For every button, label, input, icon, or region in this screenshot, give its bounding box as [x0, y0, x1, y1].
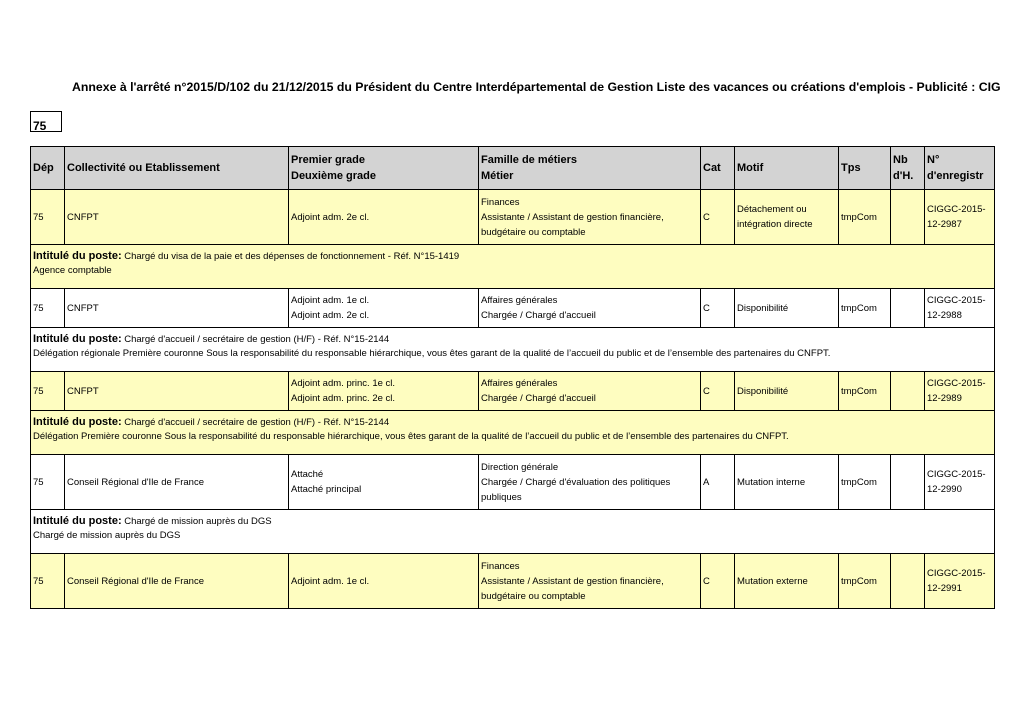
cell-tps: tmpCom	[839, 190, 891, 245]
header-num-line2: d'enregistr	[927, 170, 984, 182]
intitule-label: Intitulé du poste:	[33, 515, 122, 527]
intitule-text: Chargé d'accueil / secrétaire de gestion (H/F) - Réf. N°15-2144	[124, 334, 390, 345]
cell-nb	[891, 372, 925, 411]
cell-metier: Chargée / Chargé d'évaluation des politiques publiques	[481, 476, 671, 503]
cell-famille-metier	[479, 289, 701, 328]
header-motif: Motif	[735, 147, 839, 190]
cell-metier: Assistante / Assistant de gestion financière, budgétaire ou comptable	[481, 575, 664, 602]
cell-nb	[891, 190, 925, 245]
cell-grade1: Adjoint adm. 2e cl.	[291, 211, 370, 223]
cell-famille: Affaires générales	[481, 295, 558, 306]
detail-cell	[31, 411, 995, 455]
detail-cell	[31, 328, 995, 372]
cell-famille: Finances	[481, 560, 520, 572]
intitule-description: Agence comptable	[33, 265, 112, 276]
intitule-text: Chargé du visa de la paie et des dépenses de fonctionnement - Réf. N°15-1419	[124, 251, 460, 262]
intitule-label: Intitulé du poste:	[33, 250, 122, 262]
cell-metier: Assistante / Assistant de gestion financière, budgétaire ou comptable	[481, 211, 664, 238]
cell-collectivite: Conseil Régional d'Ile de France	[65, 455, 289, 510]
cell-dep: 75	[31, 289, 65, 328]
cell-num: CIGGC-2015-12-2989	[925, 372, 995, 411]
cell-num: CIGGC-2015-12-2987	[925, 190, 995, 245]
cell-grades	[289, 190, 479, 245]
cell-tps: tmpCom	[839, 372, 891, 411]
cell-cat: C	[701, 554, 735, 609]
cell-famille: Finances	[481, 196, 520, 208]
table-row	[31, 372, 995, 411]
page-title: Annexe à l'arrêté n°2015/D/102 du 21/12/2015 du Président du Centre Interdépartemental de Gestion Liste des vacances ou créations d'emplois - Publicité : CIG	[72, 80, 1001, 94]
cell-famille: Direction générale	[481, 461, 559, 473]
header-metier: Métier	[481, 170, 514, 182]
cell-famille: Affaires générales	[481, 378, 558, 389]
cell-nb	[891, 289, 925, 328]
cell-cat: A	[701, 455, 735, 510]
vacancies-table	[30, 146, 995, 609]
intitule-description: Délégation Première couronne Sous la responsabilité du responsable hiérarchique, vous êtes garant de la qualité de l’accueil du public et de l’ensemble des partenaires du CNFPT.	[33, 431, 789, 442]
department-box: 75	[30, 111, 62, 132]
cell-grades	[289, 372, 479, 411]
intitule-description: Chargé de mission auprès du DGS	[33, 530, 181, 541]
cell-famille-metier	[479, 455, 701, 510]
cell-collectivite: CNFPT	[65, 289, 289, 328]
cell-nb	[891, 455, 925, 510]
cell-grade1: Adjoint adm. 1e cl.	[291, 295, 370, 306]
intitule-label: Intitulé du poste:	[33, 416, 122, 428]
cell-num: CIGGC-2015-12-2988	[925, 289, 995, 328]
cell-famille-metier	[479, 372, 701, 411]
cell-dep: 75	[31, 190, 65, 245]
header-nb-line1: Nb	[893, 154, 908, 166]
cell-grades	[289, 554, 479, 609]
cell-grade1: Adjoint adm. princ. 1e cl.	[291, 378, 396, 389]
cell-cat: C	[701, 372, 735, 411]
header-collectivite: Collectivité ou Etablissement	[65, 147, 289, 190]
intitule-description: Délégation régionale Première couronne Sous la responsabilité du responsable hiérarchique, vous êtes garant de la qualité de l’accueil du public et de l’ensemble des partenaires du CNFPT.	[33, 348, 831, 359]
cell-famille-metier	[479, 190, 701, 245]
cell-tps: tmpCom	[839, 289, 891, 328]
table-header-row	[31, 147, 995, 190]
intitule-text: Chargé de mission auprès du DGS	[124, 516, 272, 527]
detail-row	[31, 245, 995, 289]
cell-num: CIGGC-2015-12-2991	[925, 554, 995, 609]
header-grade1: Premier grade	[291, 154, 365, 166]
cell-grades	[289, 455, 479, 510]
header-tps: Tps	[839, 147, 891, 190]
cell-collectivite: Conseil Régional d'Ile de France	[65, 554, 289, 609]
intitule-label: Intitulé du poste:	[33, 333, 122, 345]
cell-dep: 75	[31, 372, 65, 411]
header-cat: Cat	[701, 147, 735, 190]
table-row	[31, 190, 995, 245]
table-row	[31, 554, 995, 609]
cell-num: CIGGC-2015-12-2990	[925, 455, 995, 510]
header-num-line1: N°	[927, 154, 940, 166]
detail-cell	[31, 245, 995, 289]
table-row	[31, 455, 995, 510]
header-nb-line2: d'H.	[893, 170, 914, 182]
cell-motif: Disponibilité	[735, 289, 839, 328]
cell-metier: Chargée / Chargé d'accueil	[481, 393, 596, 404]
detail-row	[31, 411, 995, 455]
header-grades	[289, 147, 479, 190]
detail-row	[31, 510, 995, 554]
cell-grade2: Adjoint adm. 2e cl.	[291, 310, 370, 321]
header-dep: Dép	[31, 147, 65, 190]
cell-motif: Mutation interne	[735, 455, 839, 510]
cell-dep: 75	[31, 455, 65, 510]
cell-grade2: Adjoint adm. princ. 2e cl.	[291, 393, 396, 404]
cell-dep: 75	[31, 554, 65, 609]
cell-nb	[891, 554, 925, 609]
cell-collectivite: CNFPT	[65, 190, 289, 245]
cell-motif: Disponibilité	[735, 372, 839, 411]
header-famille: Famille de métiers	[481, 154, 577, 166]
header-nb	[891, 147, 925, 190]
intitule-text: Chargé d'accueil / secrétaire de gestion (H/F) - Réf. N°15-2144	[124, 417, 390, 428]
detail-cell	[31, 510, 995, 554]
cell-grade1: Attaché	[291, 469, 324, 480]
header-famille-metier	[479, 147, 701, 190]
cell-grade1: Adjoint adm. 1e cl.	[291, 575, 370, 587]
cell-tps: tmpCom	[839, 554, 891, 609]
cell-famille-metier	[479, 554, 701, 609]
cell-collectivite: CNFPT	[65, 372, 289, 411]
header-grade2: Deuxième grade	[291, 170, 376, 182]
cell-grades	[289, 289, 479, 328]
cell-metier: Chargée / Chargé d'accueil	[481, 310, 596, 321]
cell-cat: C	[701, 289, 735, 328]
cell-tps: tmpCom	[839, 455, 891, 510]
cell-motif: Détachement ou intégration directe	[735, 190, 839, 245]
table-row	[31, 289, 995, 328]
detail-row	[31, 328, 995, 372]
cell-cat: C	[701, 190, 735, 245]
cell-motif: Mutation externe	[735, 554, 839, 609]
header-num	[925, 147, 995, 190]
cell-grade2: Attaché principal	[291, 484, 362, 495]
